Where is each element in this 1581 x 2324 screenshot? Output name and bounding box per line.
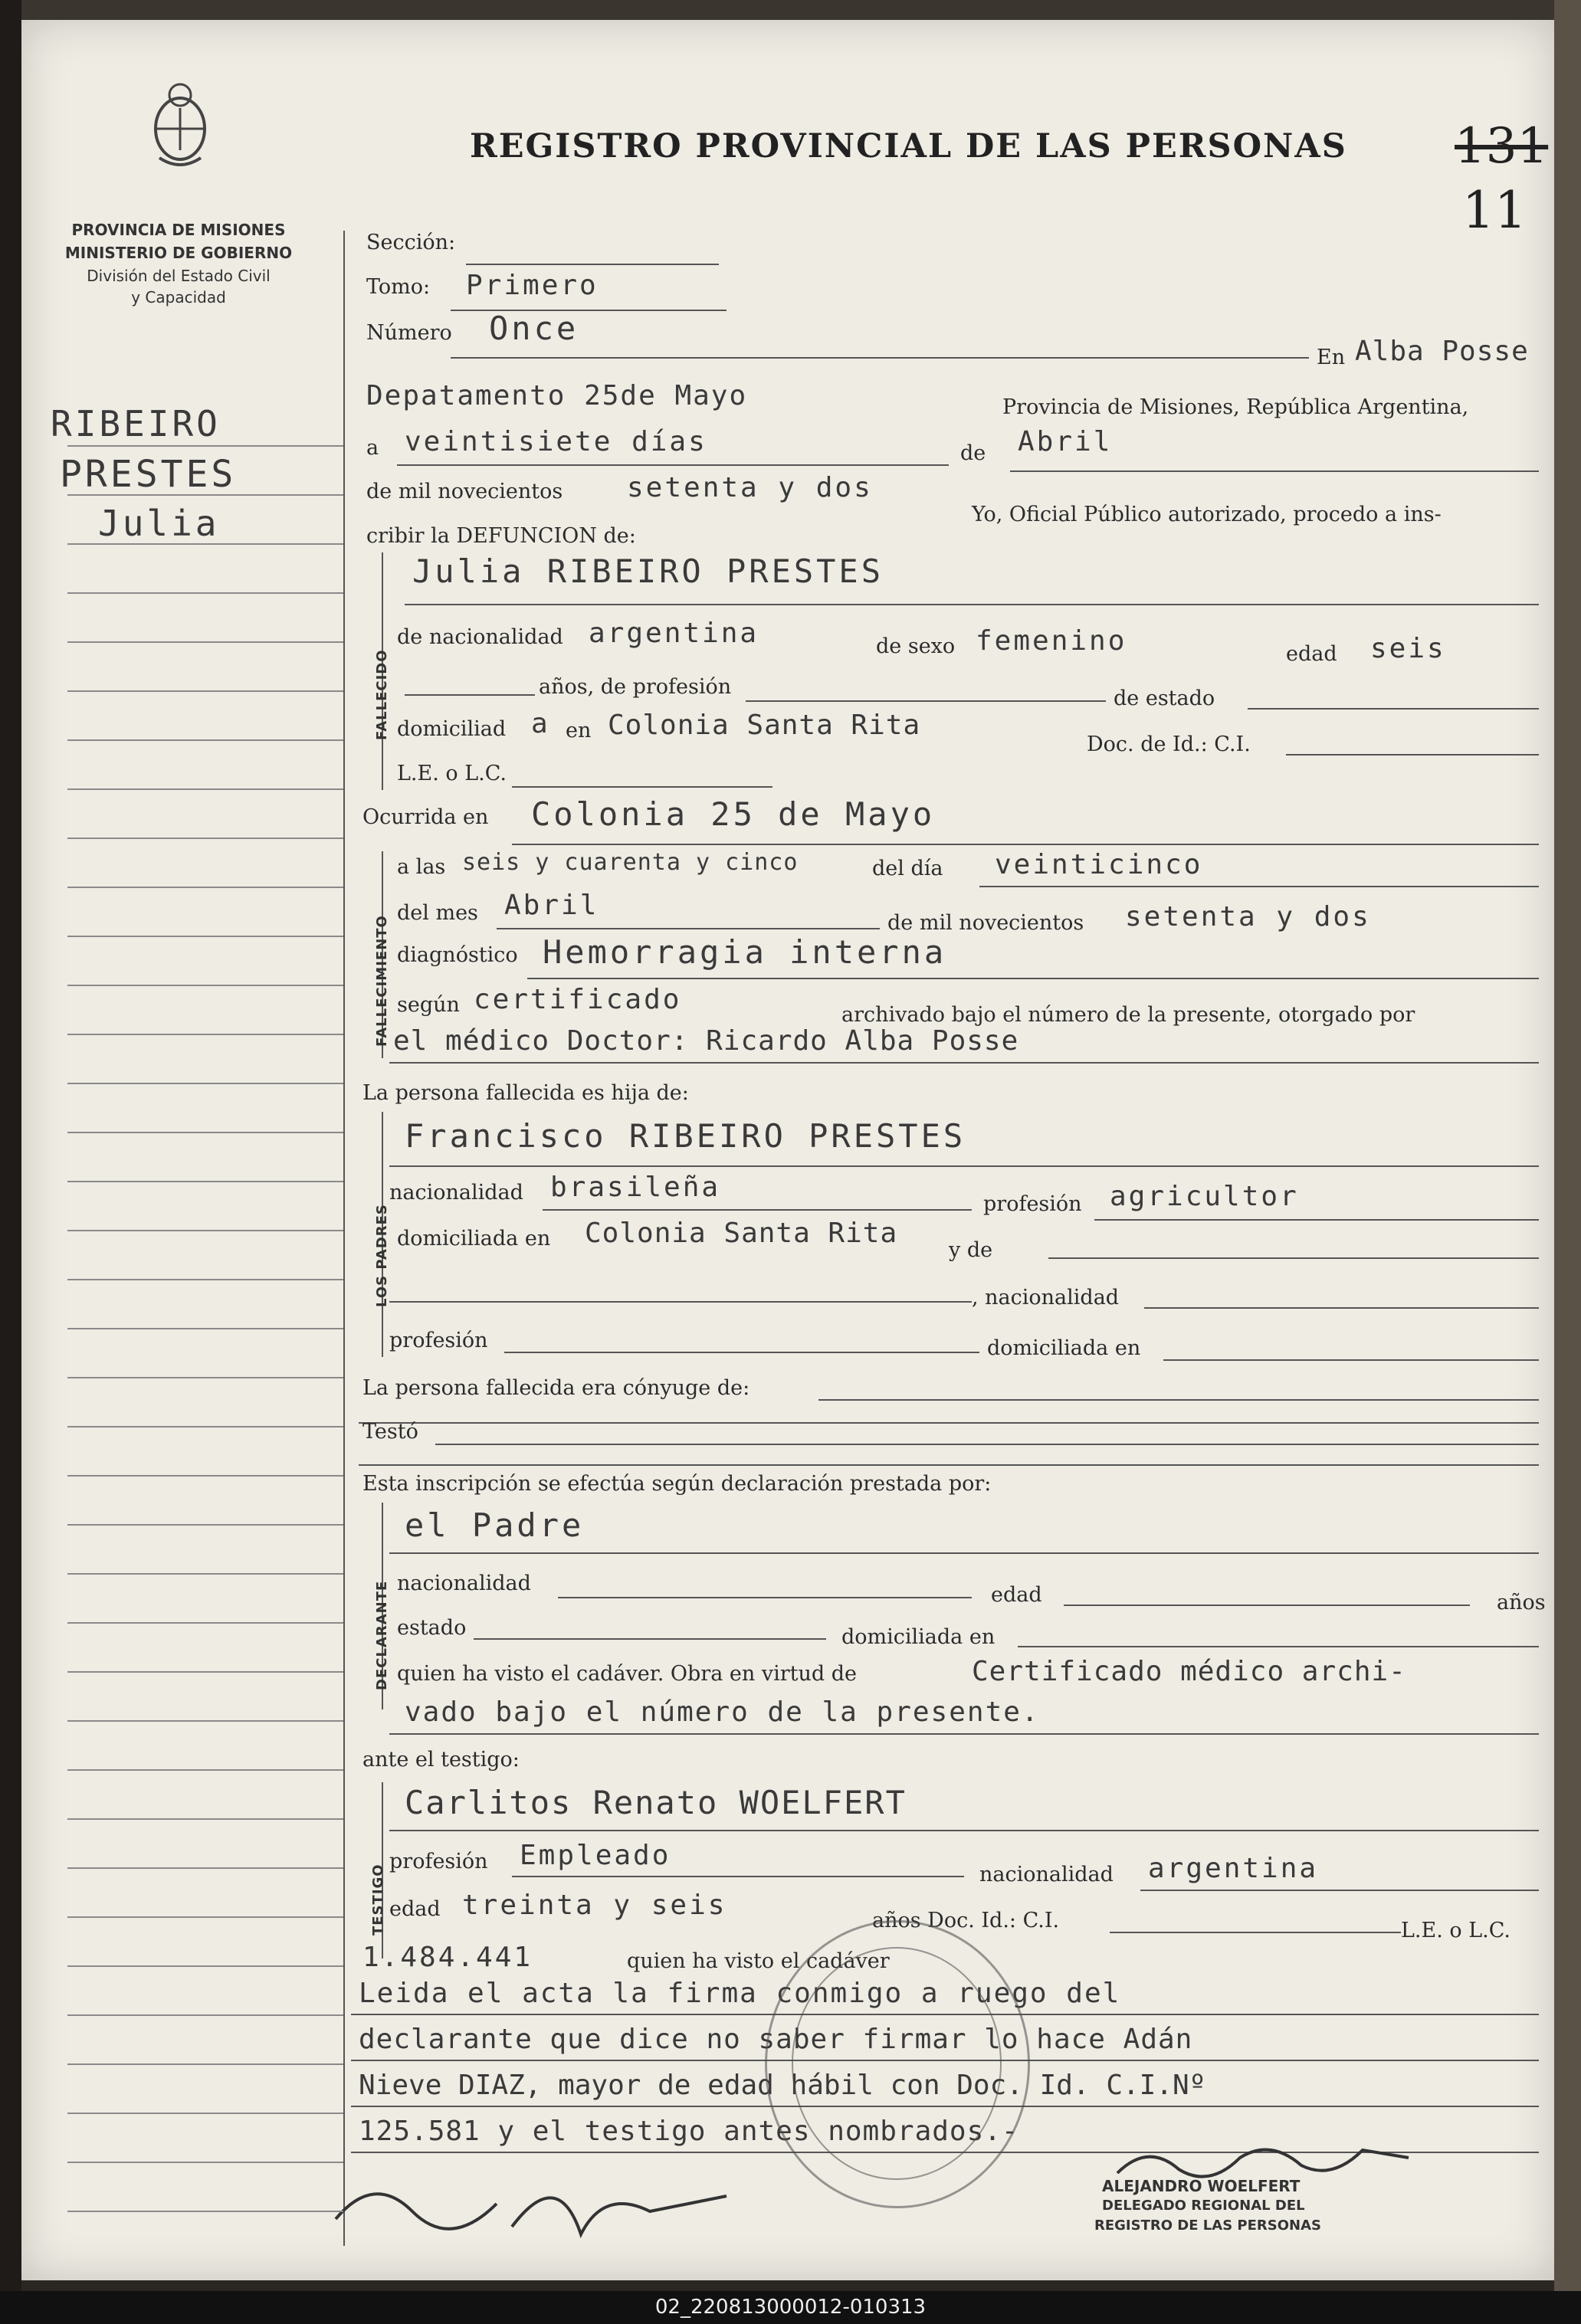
dia-fall-line (979, 886, 1539, 887)
margin-ruled-line (67, 1818, 343, 1820)
padre-line (389, 1165, 1539, 1167)
value-numero: Once (489, 310, 579, 347)
margin-ruled-line (67, 641, 343, 643)
label-nac-declarante: nacionalidad (397, 1572, 531, 1595)
label-ocurrida: Ocurrida en (362, 805, 489, 829)
office-line3: División del Estado Civil (87, 267, 271, 285)
margin-ruled-line (67, 1083, 343, 1084)
value-cierre1: Leida el acta la firma conmigo a ruego del (359, 1978, 1121, 2009)
conyuge-line (818, 1399, 1539, 1401)
margin-ruled-line (67, 1328, 343, 1329)
margin-ruled-line (67, 1671, 343, 1673)
margin-ruled-line (67, 1867, 343, 1869)
label-tomo: Tomo: (366, 275, 431, 299)
obra-line (389, 1733, 1539, 1735)
label-ante-testigo: ante el testigo: (362, 1748, 520, 1772)
label-hija: La persona fallecida es hija de: (362, 1081, 689, 1105)
right-edge (1554, 0, 1581, 2291)
dia-line (397, 464, 949, 466)
label-le-lc-testigo: L.E. o L.C. (1401, 1919, 1511, 1942)
margin-ruled-line (67, 837, 343, 839)
padre-prof-line (1094, 1219, 1539, 1221)
label-de-mil: de mil novecientos (366, 480, 563, 503)
margin-ruled-line (67, 2063, 343, 2065)
value-hora: seis y cuarenta y cinco (462, 849, 799, 876)
testo-line (435, 1444, 1539, 1445)
value-sexo: femenino (976, 625, 1127, 657)
madre-line2 (389, 1301, 972, 1303)
numero-line (451, 357, 1309, 359)
label-diagnostico: diagnóstico (397, 943, 518, 967)
testigo-prof-line (512, 1876, 964, 1877)
label-de: de (960, 441, 986, 465)
coat-of-arms-icon (144, 74, 217, 173)
value-testigo-doc: 1.484.441 (362, 1942, 533, 1973)
margin-ruled-line (67, 887, 343, 888)
margin-ruled-line (67, 2162, 343, 2163)
image-caption: 02_220813000012-010313 (0, 2291, 1581, 2324)
testigo-nac-line (1140, 1890, 1539, 1891)
margin-ruled-line (67, 2211, 343, 2212)
value-dia: veintisiete días (405, 426, 707, 457)
value-testigo-nac: argentina (1148, 1853, 1319, 1884)
value-edad: seis (1370, 633, 1446, 664)
profesion-line (746, 700, 1106, 702)
label-a-las: a las (397, 855, 446, 879)
label-profesion2: profesión (389, 1329, 488, 1352)
label-anos-profesion: años, de profesión (539, 675, 732, 699)
value-testigo-edad: treinta y seis (462, 1890, 727, 1921)
declarante-estado-line (474, 1638, 826, 1640)
madre-line (1048, 1257, 1539, 1259)
label-domiciliad: domiciliad (397, 717, 507, 741)
declarante-dom-line (1018, 1646, 1539, 1647)
label-y-de: y de (949, 1238, 993, 1262)
value-en: Alba Posse (1355, 336, 1529, 367)
label-nacionalidad: de nacionalidad (397, 625, 563, 649)
official-name: ALEJANDRO WOELFERT (1102, 2177, 1301, 2195)
margin-ruled-line (67, 1573, 343, 1575)
value-ocurrida: Colonia 25 de Mayo (531, 795, 936, 833)
label-nac-padre: nacionalidad (389, 1181, 523, 1205)
signature-left-icon (328, 2158, 757, 2250)
register-page (21, 20, 1554, 2280)
margin-ruled-line (67, 1426, 343, 1428)
margin-ruled-line (67, 985, 343, 986)
margin-ruled-line (67, 1230, 343, 1231)
section-padres: LOS PADRES (374, 1204, 390, 1307)
label-segun: según (397, 993, 460, 1017)
margin-ruled-line (67, 1965, 343, 1967)
margin-ruled-line (67, 543, 343, 545)
label-doc: Doc. de Id.: C.I. (1087, 733, 1251, 756)
label-quien-ha-visto: quien ha visto el cadáver. Obra en virtud de (397, 1662, 858, 1686)
official-seal-inner (792, 1947, 1002, 2180)
value-diagnostico: Hemorragia interna (543, 933, 947, 971)
margin-ruled-line (67, 1181, 343, 1182)
testigo-line (389, 1830, 1539, 1831)
margin-ruled-line (67, 1720, 343, 1722)
label-estado-declarante: estado (397, 1616, 467, 1640)
official-title1: DELEGADO REGIONAL DEL (1102, 2198, 1305, 2214)
label-anos-declarante: años (1497, 1591, 1546, 1614)
le-line (512, 786, 772, 788)
declarante-line (389, 1552, 1539, 1554)
label-sexo: de sexo (876, 634, 956, 658)
madre-prof-line (504, 1352, 979, 1353)
margin-ruled-line (67, 1475, 343, 1477)
margin-separator (343, 231, 345, 2246)
label-nacionalidad2: , nacionalidad (972, 1286, 1120, 1310)
value-departamento: Depatamento 25de Mayo (366, 380, 748, 411)
top-edge (21, 0, 1581, 20)
madre-nac-line (1144, 1307, 1539, 1309)
label-estado: de estado (1114, 687, 1215, 710)
mes-line (1010, 470, 1539, 472)
value-cierre3: Nieve DIAZ, mayor de edad hábil con Doc. Id. C.I.Nº (359, 2070, 1206, 2101)
testo-line2 (359, 1464, 1539, 1466)
label-conyuge: La persona fallecida era cónyuge de: (362, 1376, 750, 1400)
margin-ruled-line (67, 739, 343, 741)
margin-ruled-line (67, 1279, 343, 1280)
value-obra: Certificado médico archi- (972, 1656, 1406, 1687)
value-medico: el médico Doctor: Ricardo Alba Posse (393, 1025, 1019, 1057)
label-quien-ha-visto-testigo: quien ha visto el cadáver (627, 1949, 890, 1973)
margin-surname2: PRESTES (60, 453, 237, 496)
label-provincia: Provincia de Misiones, República Argentina, (1002, 395, 1469, 419)
value-mes: Abril (1018, 426, 1113, 457)
office-line2: MINISTERIO DE GOBIERNO (64, 244, 293, 262)
label-nac-testigo: nacionalidad (979, 1863, 1114, 1886)
label-numero: Número (366, 321, 452, 345)
margin-ruled-line (67, 445, 343, 447)
declarante-nac-line (558, 1597, 972, 1598)
margin-ruled-line (67, 1377, 343, 1378)
label-archivado: archivado bajo el número de la presente, otorgado por (841, 1003, 1415, 1027)
margin-ruled-line (67, 1769, 343, 1771)
label-domiciliada-en: domiciliada en (397, 1227, 551, 1251)
value-nacionalidad: argentina (589, 618, 759, 649)
margin-ruled-line (67, 1524, 343, 1526)
value-padre-prof: agricultor (1110, 1181, 1299, 1212)
margin-ruled-line (67, 2113, 343, 2114)
margin-surname1: RIBEIRO (51, 403, 221, 444)
label-profesion-testigo: profesión (389, 1850, 488, 1873)
value-declarante: el Padre (405, 1506, 585, 1544)
label-yo: Yo, Oficial Público autorizado, procedo a ins- (972, 503, 1442, 526)
value-cierre2: declarante que dice no saber firmar lo hace Adán (359, 2024, 1193, 2055)
anos-line (405, 694, 535, 696)
section-fallecido: FALLECIDO (374, 649, 390, 740)
value-domicilio: Colonia Santa Rita (608, 710, 921, 741)
label-en2: en (566, 719, 592, 742)
value-nombre: Julia RIBEIRO PRESTES (412, 552, 884, 590)
nombre-line (405, 604, 1539, 605)
official-title2: REGISTRO DE LAS PERSONAS (1094, 2217, 1322, 2234)
label-edad: edad (1286, 642, 1337, 666)
margin-ruled-line (67, 2014, 343, 2016)
seccion-line (466, 264, 719, 265)
folio-struck: 131 (1455, 118, 1549, 175)
doc-line (1286, 754, 1539, 756)
page-title: REGISTRO PROVINCIAL DE LAS PERSONAS (470, 127, 1347, 166)
label-le-lc: L.E. o L.C. (397, 762, 507, 785)
value-ano-fall: setenta y dos (1125, 901, 1371, 933)
section-testigo: TESTIGO (370, 1863, 386, 1936)
testigo-doc-line (1110, 1932, 1401, 1933)
label-seccion: Sección: (366, 231, 456, 254)
margin-ruled-line (67, 592, 343, 594)
label-edad-declarante: edad (991, 1583, 1042, 1607)
label-profesion: profesión (983, 1192, 1082, 1216)
label-testo: Testó (362, 1420, 418, 1444)
value-padre: Francisco RIBEIRO PRESTES (405, 1117, 966, 1155)
value-obra2: vado bajo el número de la presente. (405, 1696, 1040, 1728)
value-tomo: Primero (466, 270, 599, 301)
diagnostico-line (527, 978, 1539, 979)
estado-line (1248, 708, 1539, 710)
office-line1: PROVINCIA DE MISIONES (71, 221, 286, 239)
label-en: En (1317, 346, 1346, 369)
margin-ruled-line (67, 1034, 343, 1035)
margin-ruled-line (67, 936, 343, 937)
label-cribir: cribir la DEFUNCION de: (366, 524, 636, 548)
conyuge-line2 (359, 1422, 1539, 1424)
value-cierre4: 125.581 y el testigo antes nombrados.- (359, 2116, 1019, 2147)
label-a: a (366, 436, 379, 460)
book-spine (0, 0, 21, 2291)
margin-ruled-line (67, 690, 343, 692)
margin-ruled-line (67, 1132, 343, 1133)
value-ano: setenta y dos (627, 472, 873, 503)
value-testigo: Carlitos Renato WOELFERT (405, 1784, 907, 1821)
section-declarante: DECLARANTE (374, 1580, 390, 1690)
margin-ruled-line (67, 1916, 343, 1918)
medico-line (389, 1062, 1539, 1064)
value-padre-nac: brasileña (550, 1172, 721, 1203)
label-edad-testigo: edad (389, 1897, 441, 1921)
value-padre-dom: Colonia Santa Rita (585, 1218, 898, 1249)
margin-given: Julia (98, 503, 220, 544)
folio-number: 11 (1462, 181, 1527, 240)
label-inscripcion: Esta inscripción se efectúa según declaración prestada por: (362, 1472, 992, 1496)
office-line4: y Capacidad (131, 288, 226, 306)
ocurrida-line (512, 844, 1539, 845)
mes-fall-line (497, 928, 880, 929)
value-mes-fall: Abril (504, 890, 599, 921)
padre-nac-line (543, 1209, 972, 1211)
section-fallecimiento: FALLECIMIENTO (374, 915, 390, 1047)
value-domiciliad-a: a (531, 708, 550, 739)
value-dia-fall: veinticinco (995, 849, 1203, 880)
label-del-dia: del día (872, 857, 943, 880)
margin-ruled-line (67, 788, 343, 790)
value-testigo-prof: Empleado (520, 1840, 671, 1871)
value-segun: certificado (474, 984, 682, 1015)
declarante-edad-line (1064, 1605, 1470, 1606)
label-anos-doc: años Doc. Id.: C.I. (872, 1909, 1060, 1932)
label-domiciliada-en2: domiciliada en (987, 1336, 1141, 1360)
label-del-mes: del mes (397, 901, 478, 925)
margin-ruled-line (67, 494, 343, 496)
label-domiciliada-declarante: domiciliada en (841, 1625, 996, 1649)
margin-ruled-line (67, 1622, 343, 1624)
madre-dom-line (1163, 1359, 1539, 1361)
label-de-mil2: de mil novecientos (887, 911, 1084, 935)
